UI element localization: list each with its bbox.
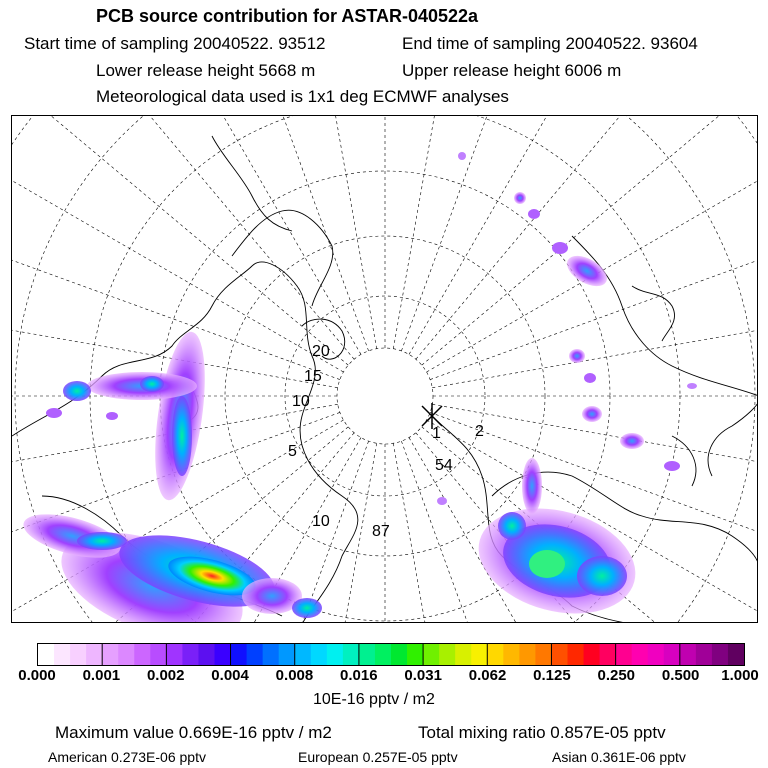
colorbar-swatch — [391, 644, 408, 665]
colorbar-tick-label: 0.016 — [340, 667, 378, 684]
colorbar-swatch — [551, 644, 568, 665]
meridian-line — [409, 116, 758, 354]
colorbar-swatch — [471, 644, 488, 665]
colorbar-swatch — [343, 644, 360, 665]
colorbar-swatch — [632, 644, 649, 665]
colorbar-swatch — [231, 644, 248, 665]
colorbar-swatch — [600, 644, 617, 665]
colorbar-swatch — [54, 644, 71, 665]
american-contribution: American 0.273E-06 pptv — [48, 749, 206, 765]
colorbar-tick-label: 0.250 — [597, 667, 636, 684]
polar-map — [11, 115, 758, 623]
contour-label: 10 — [292, 393, 310, 410]
colorbar-swatch — [215, 644, 232, 665]
colorbar-swatch — [584, 644, 601, 665]
contour-label: 1 — [432, 425, 441, 442]
asian-contribution: Asian 0.361E-06 pptv — [552, 749, 686, 765]
meridian-line — [12, 116, 354, 359]
end-time-label: End time of sampling 20040522. 93604 — [402, 34, 698, 53]
colorbar-swatch — [439, 644, 456, 665]
meridian-line — [12, 116, 343, 372]
colorbar-swatch — [359, 644, 376, 665]
colorbar-swatch — [664, 644, 681, 665]
colorbar-swatch — [86, 644, 103, 665]
meridian-line — [12, 116, 361, 354]
colorbar-swatch — [407, 644, 424, 665]
contour-label: 54 — [435, 457, 453, 474]
colorbar-swatch — [728, 644, 744, 665]
colorbar-tick-label: 0.002 — [146, 667, 185, 684]
colorbar-swatch — [375, 644, 392, 665]
colorbar-swatch — [279, 644, 296, 665]
contour-label: 5 — [288, 443, 297, 460]
colorbar-swatch — [134, 644, 151, 665]
colorbar-swatch — [648, 644, 665, 665]
colorbar-swatch — [696, 644, 713, 665]
colorbar-swatch — [503, 644, 520, 665]
colorbar-tick-label: 0.031 — [404, 667, 442, 684]
colorbar-swatch — [102, 644, 119, 665]
meridian-line — [422, 116, 758, 365]
meridian-line — [393, 116, 541, 349]
colorbar-swatch — [295, 644, 312, 665]
colorbar-swatch — [616, 644, 633, 665]
colorbar-swatch — [198, 644, 215, 665]
lower-height-label: Lower release height 5668 m — [96, 61, 316, 80]
meridian-line — [12, 116, 348, 365]
colorbar-tick-label: 1.000 — [721, 667, 759, 684]
colorbar-swatch — [263, 644, 280, 665]
plume-east — [437, 152, 697, 623]
colorbar-swatch — [535, 644, 552, 665]
colorbar-tick-label: 0.062 — [468, 667, 507, 684]
meridian-line — [416, 116, 758, 359]
colorbar-unit: 10E-16 pptv / m2 — [313, 691, 435, 708]
plume-west — [19, 329, 322, 623]
colorbar-swatch — [182, 644, 199, 665]
colorbar-swatch — [568, 644, 585, 665]
met-data-label: Meteorological data used is 1x1 deg ECMWF analyses — [96, 87, 509, 106]
colorbar-swatch — [519, 644, 536, 665]
maximum-value: Maximum value 0.669E-16 pptv / m2 — [55, 723, 332, 742]
meridian-line — [401, 116, 692, 351]
colorbar-swatch — [423, 644, 440, 665]
contour-label: 10 — [312, 513, 330, 530]
contour-labels — [288, 343, 484, 540]
meridian-line — [430, 116, 758, 380]
colorbar-swatch — [247, 644, 264, 665]
colorbar-swatch — [311, 644, 328, 665]
colorbar — [37, 643, 745, 666]
colorbar-swatch — [118, 644, 135, 665]
total-mixing-ratio: Total mixing ratio 0.857E-05 pptv — [418, 723, 666, 742]
colorbar-swatch — [166, 644, 183, 665]
meridian-line — [432, 240, 758, 388]
contour-label: 87 — [372, 523, 390, 540]
colorbar-swatch — [70, 644, 87, 665]
colorbar-swatch — [327, 644, 344, 665]
start-time-label: Start time of sampling 20040522. 93512 — [24, 34, 326, 53]
colorbar-tick-label: 0.125 — [533, 667, 571, 684]
upper-height-label: Upper release height 6006 m — [402, 61, 622, 80]
colorbar-swatch — [150, 644, 167, 665]
map-canvas — [12, 116, 758, 623]
colorbar-tick-label: 0.000 — [18, 667, 56, 684]
contour-label: 2 — [475, 423, 484, 440]
colorbar-swatch — [38, 644, 55, 665]
colorbar-tick-label: 0.500 — [661, 667, 700, 684]
colorbar-tick-label: 0.001 — [82, 667, 121, 684]
contour-label: 15 — [304, 368, 322, 385]
colorbar-swatch — [680, 644, 697, 665]
european-contribution: European 0.257E-05 pptv — [298, 749, 458, 765]
colorbar-tick-label: 0.004 — [211, 667, 249, 684]
colorbar-swatch — [487, 644, 504, 665]
colorbar-tick-label: 0.008 — [275, 667, 314, 684]
contour-label: 20 — [312, 343, 330, 360]
colorbar-swatch — [455, 644, 472, 665]
plot-title: PCB source contribution for ASTAR-040522a — [96, 6, 479, 26]
meridian-line — [12, 116, 340, 380]
colorbar-swatch — [712, 644, 729, 665]
meridian-line — [427, 116, 758, 372]
colorbar-swatches — [38, 644, 744, 665]
